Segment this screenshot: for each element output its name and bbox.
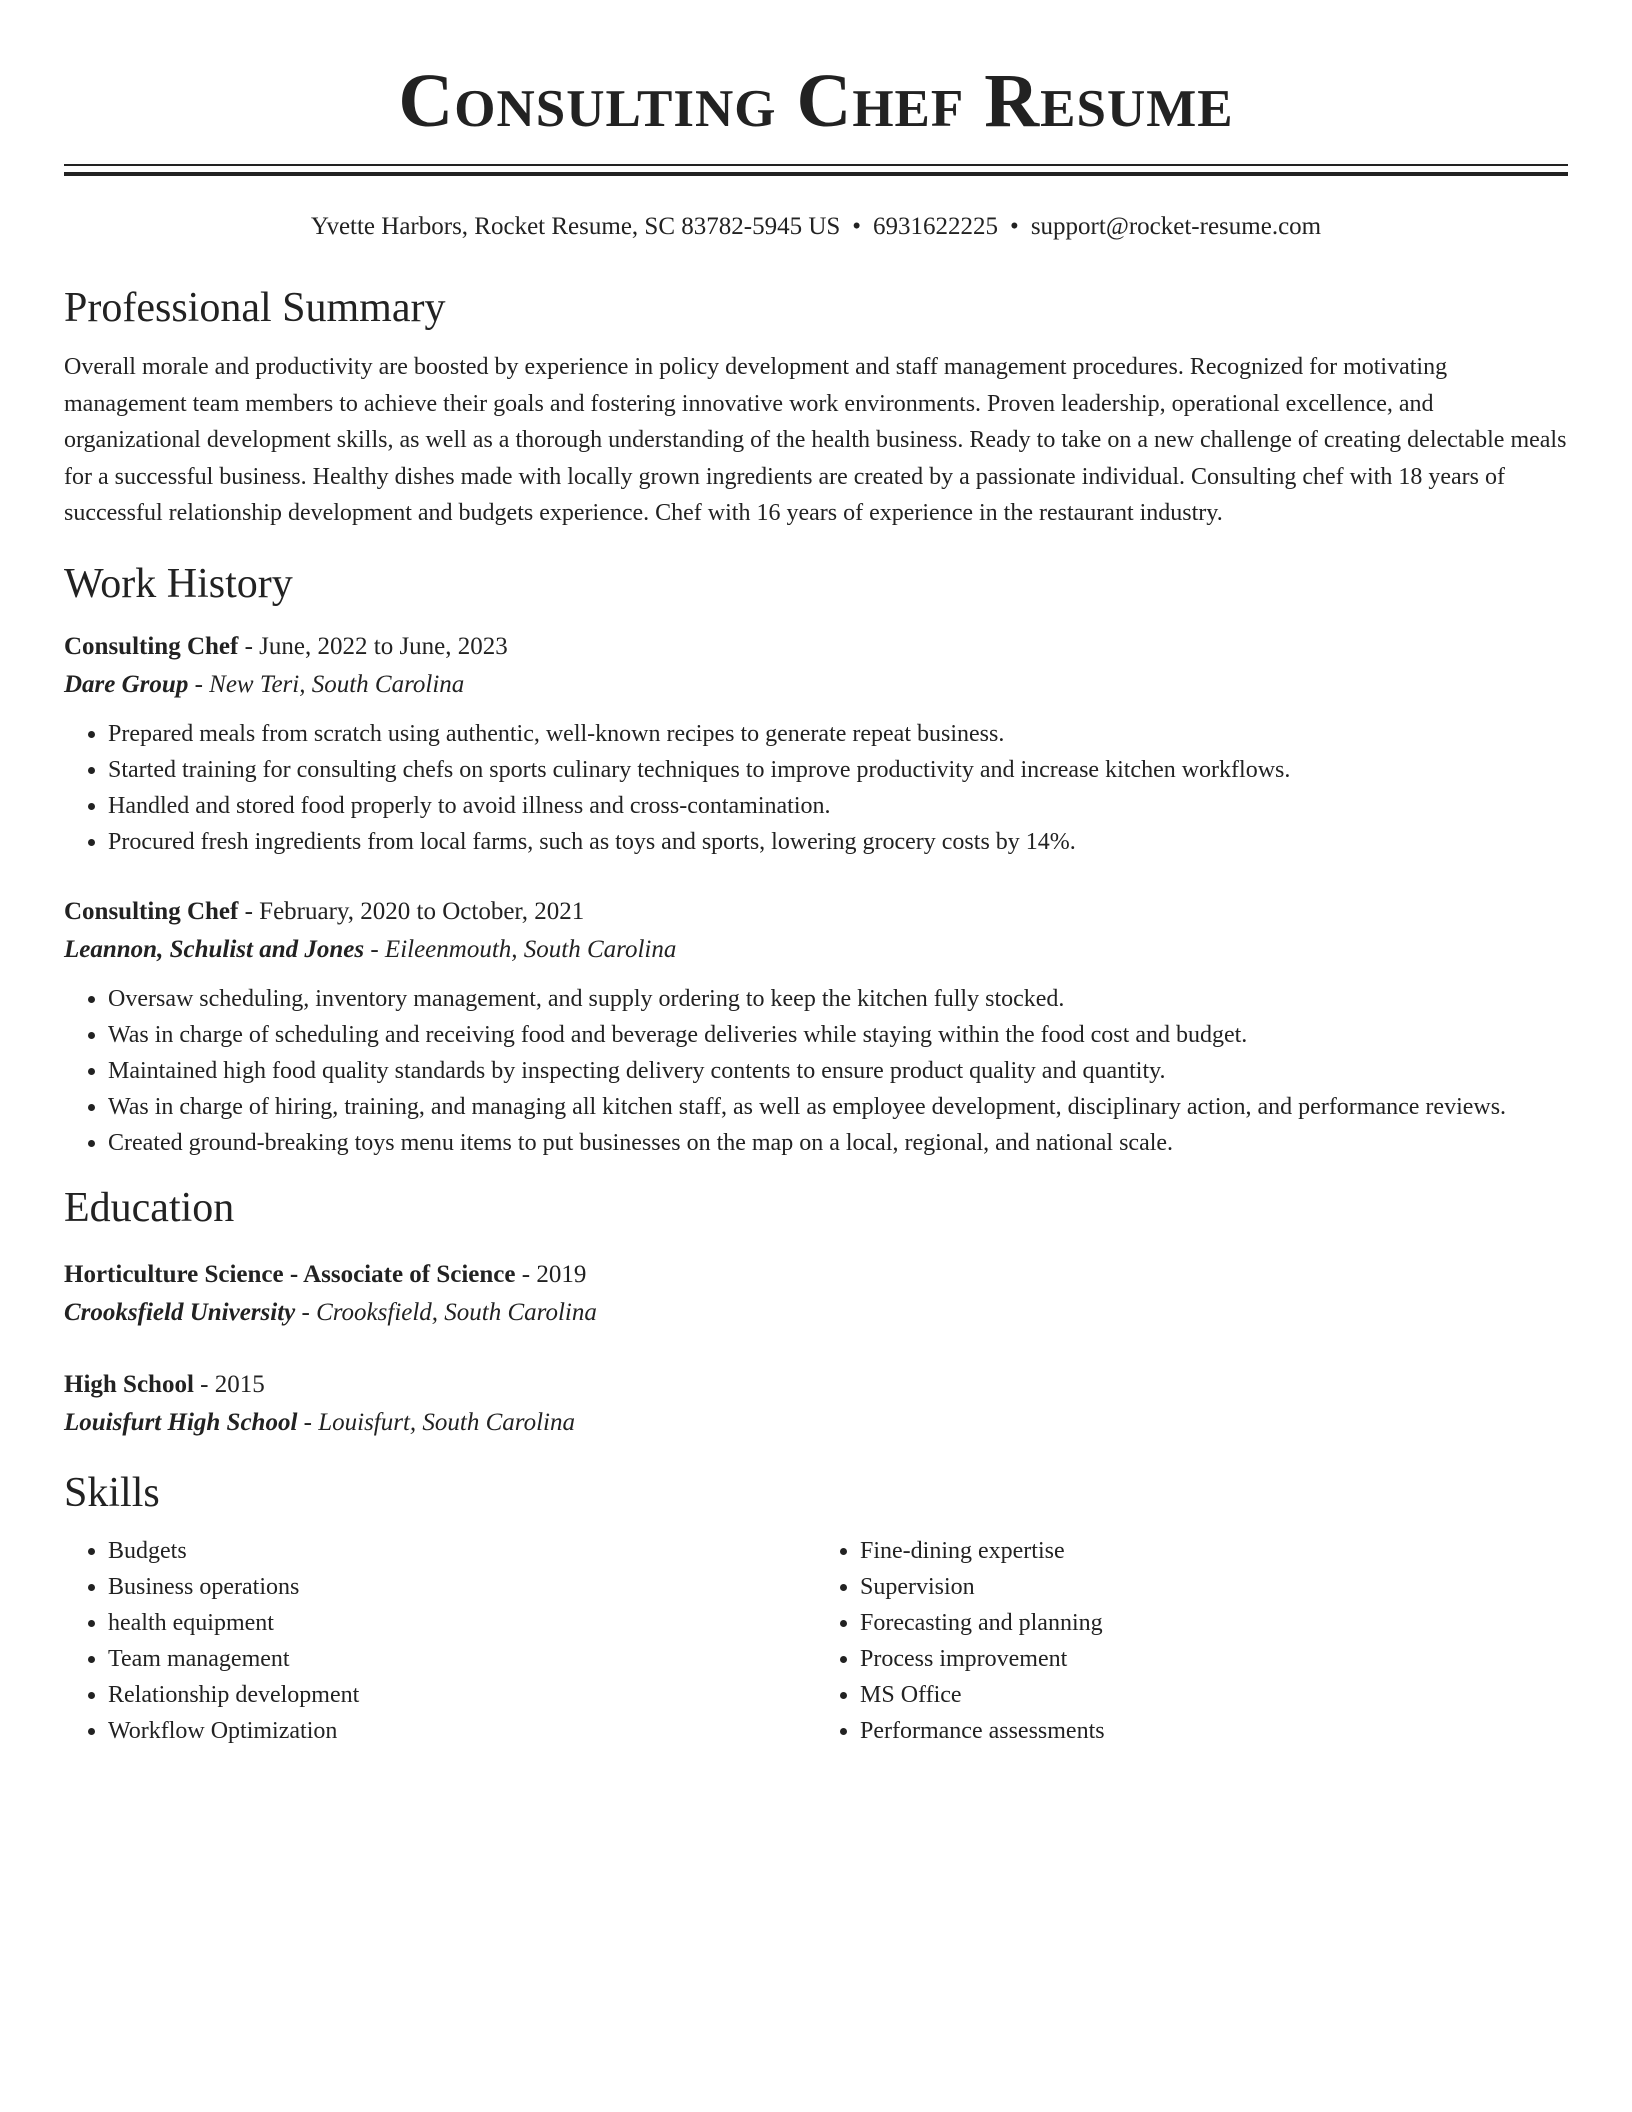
degree: Horticulture Science - Associate of Science bbox=[64, 1260, 516, 1288]
job-company-line bbox=[64, 666, 1568, 704]
skill-item: • MS Office bbox=[860, 1677, 1568, 1713]
contact-phone: 6931622225 bbox=[873, 213, 999, 240]
skill-item: • Forecasting and planning bbox=[860, 1605, 1568, 1641]
job-location: - Eileenmouth, South Carolina bbox=[364, 935, 677, 963]
school-name: Crooksfield University bbox=[64, 1298, 296, 1326]
job-bullets bbox=[64, 981, 1568, 1161]
summary-text: Overall morale and productivity are boosted by experience in policy development and staff management procedures. Recognized for motivating management team members to achieve their goals and fostering innovative work environments. Proven leadership, operational excellence, and organizational development skills, as well as a thorough understanding of the health business. Ready to take on a new challenge of creating delectable meals for a successful business. Healthy dishes made with locally grown ingredients are created by a passionate individual. Consulting chef with 18 years of successful relationship development and budgets experience. Chef with 16 years of experience in the restaurant industry. bbox=[64, 354, 1567, 526]
summary-heading: Professional Summary bbox=[64, 285, 446, 331]
skill-item: • Fine-dining expertise bbox=[860, 1533, 1568, 1569]
contact-line bbox=[64, 210, 1568, 244]
school-line bbox=[64, 1404, 1568, 1442]
job-company: Dare Group bbox=[64, 670, 189, 698]
skills-columns bbox=[64, 1533, 1568, 1749]
education-heading: Education bbox=[64, 1184, 235, 1231]
job-bullets bbox=[64, 716, 1568, 860]
job-company: Leannon, Schulist and Jones bbox=[64, 935, 365, 963]
skill-item: • Workflow Optimization bbox=[108, 1713, 816, 1749]
list-item: • Created ground-breaking toys menu items to put businesses on the map on a local, regional, and national scale. bbox=[108, 1125, 1568, 1161]
contact-email: support@rocket-resume.com bbox=[1030, 213, 1322, 240]
job-dates: - February, 2020 to October, 2021 bbox=[238, 897, 585, 925]
skill-item: • Supervision bbox=[860, 1569, 1568, 1605]
skill-item: • health equipment bbox=[108, 1605, 816, 1641]
degree-year: - 2015 bbox=[193, 1370, 265, 1398]
school-name: Louisfurt High School bbox=[64, 1408, 298, 1436]
job-entry bbox=[64, 893, 1568, 1161]
degree-line bbox=[64, 1366, 1568, 1404]
job-title: Consulting Chef bbox=[64, 897, 239, 925]
job-dates: - June, 2022 to June, 2023 bbox=[238, 632, 508, 660]
school-location: - Crooksfield, South Carolina bbox=[295, 1298, 597, 1326]
list-item: • Maintained high food quality standards by inspecting delivery contents to ensure product quality and quantity. bbox=[108, 1053, 1568, 1089]
school-line bbox=[64, 1294, 1568, 1332]
list-item: • Prepared meals from scratch using authentic, well-known recipes to generate repeat business. bbox=[108, 716, 1568, 752]
list-item: • Started training for consulting chefs on sports culinary techniques to improve productivity and increase kitchen workflows. bbox=[108, 752, 1568, 788]
skills-right-column bbox=[816, 1533, 1568, 1749]
skill-item: • Performance assessments bbox=[860, 1713, 1568, 1749]
work-history-heading: Work History bbox=[64, 560, 293, 607]
education-entry bbox=[64, 1256, 1568, 1332]
contact-separator: • bbox=[1010, 213, 1019, 240]
list-item: • Oversaw scheduling, inventory management, and supply ordering to keep the kitchen fully stocked. bbox=[108, 981, 1568, 1017]
school-location: - Louisfurt, South Carolina bbox=[297, 1408, 575, 1436]
list-item: • Was in charge of scheduling and receiving food and beverage deliveries while staying within the food cost and budget. bbox=[108, 1017, 1568, 1053]
degree-year: - 2019 bbox=[515, 1260, 587, 1288]
skill-item: • Team management bbox=[108, 1641, 816, 1677]
skill-item: • Relationship development bbox=[108, 1677, 816, 1713]
skill-item: • Business operations bbox=[108, 1569, 816, 1605]
job-title: Consulting Chef bbox=[64, 632, 239, 660]
skill-item: • Budgets bbox=[108, 1533, 816, 1569]
title-divider bbox=[64, 164, 1568, 176]
skills-heading: Skills bbox=[64, 1469, 160, 1516]
job-location: - New Teri, South Carolina bbox=[188, 670, 465, 698]
job-title-line bbox=[64, 628, 1568, 666]
education-entry bbox=[64, 1366, 1568, 1442]
list-item: • Handled and stored food properly to avoid illness and cross-contamination. bbox=[108, 788, 1568, 824]
skills-left-column bbox=[64, 1533, 816, 1749]
list-item: • Was in charge of hiring, training, and managing all kitchen staff, as well as employee development, disciplinary action, and performance reviews. bbox=[108, 1089, 1568, 1125]
contact-address: Yvette Harbors, Rocket Resume, SC 83782-5945 US bbox=[310, 213, 841, 240]
job-title-line bbox=[64, 893, 1568, 931]
job-company-line bbox=[64, 931, 1568, 969]
page-title: Consulting Chef Resume bbox=[398, 59, 1234, 143]
degree-line bbox=[64, 1256, 1568, 1294]
skill-item: • Process improvement bbox=[860, 1641, 1568, 1677]
list-item: • Procured fresh ingredients from local farms, such as toys and sports, lowering grocery costs by 14%. bbox=[108, 824, 1568, 860]
degree: High School bbox=[64, 1370, 194, 1398]
job-entry bbox=[64, 628, 1568, 860]
contact-separator: • bbox=[852, 213, 862, 240]
